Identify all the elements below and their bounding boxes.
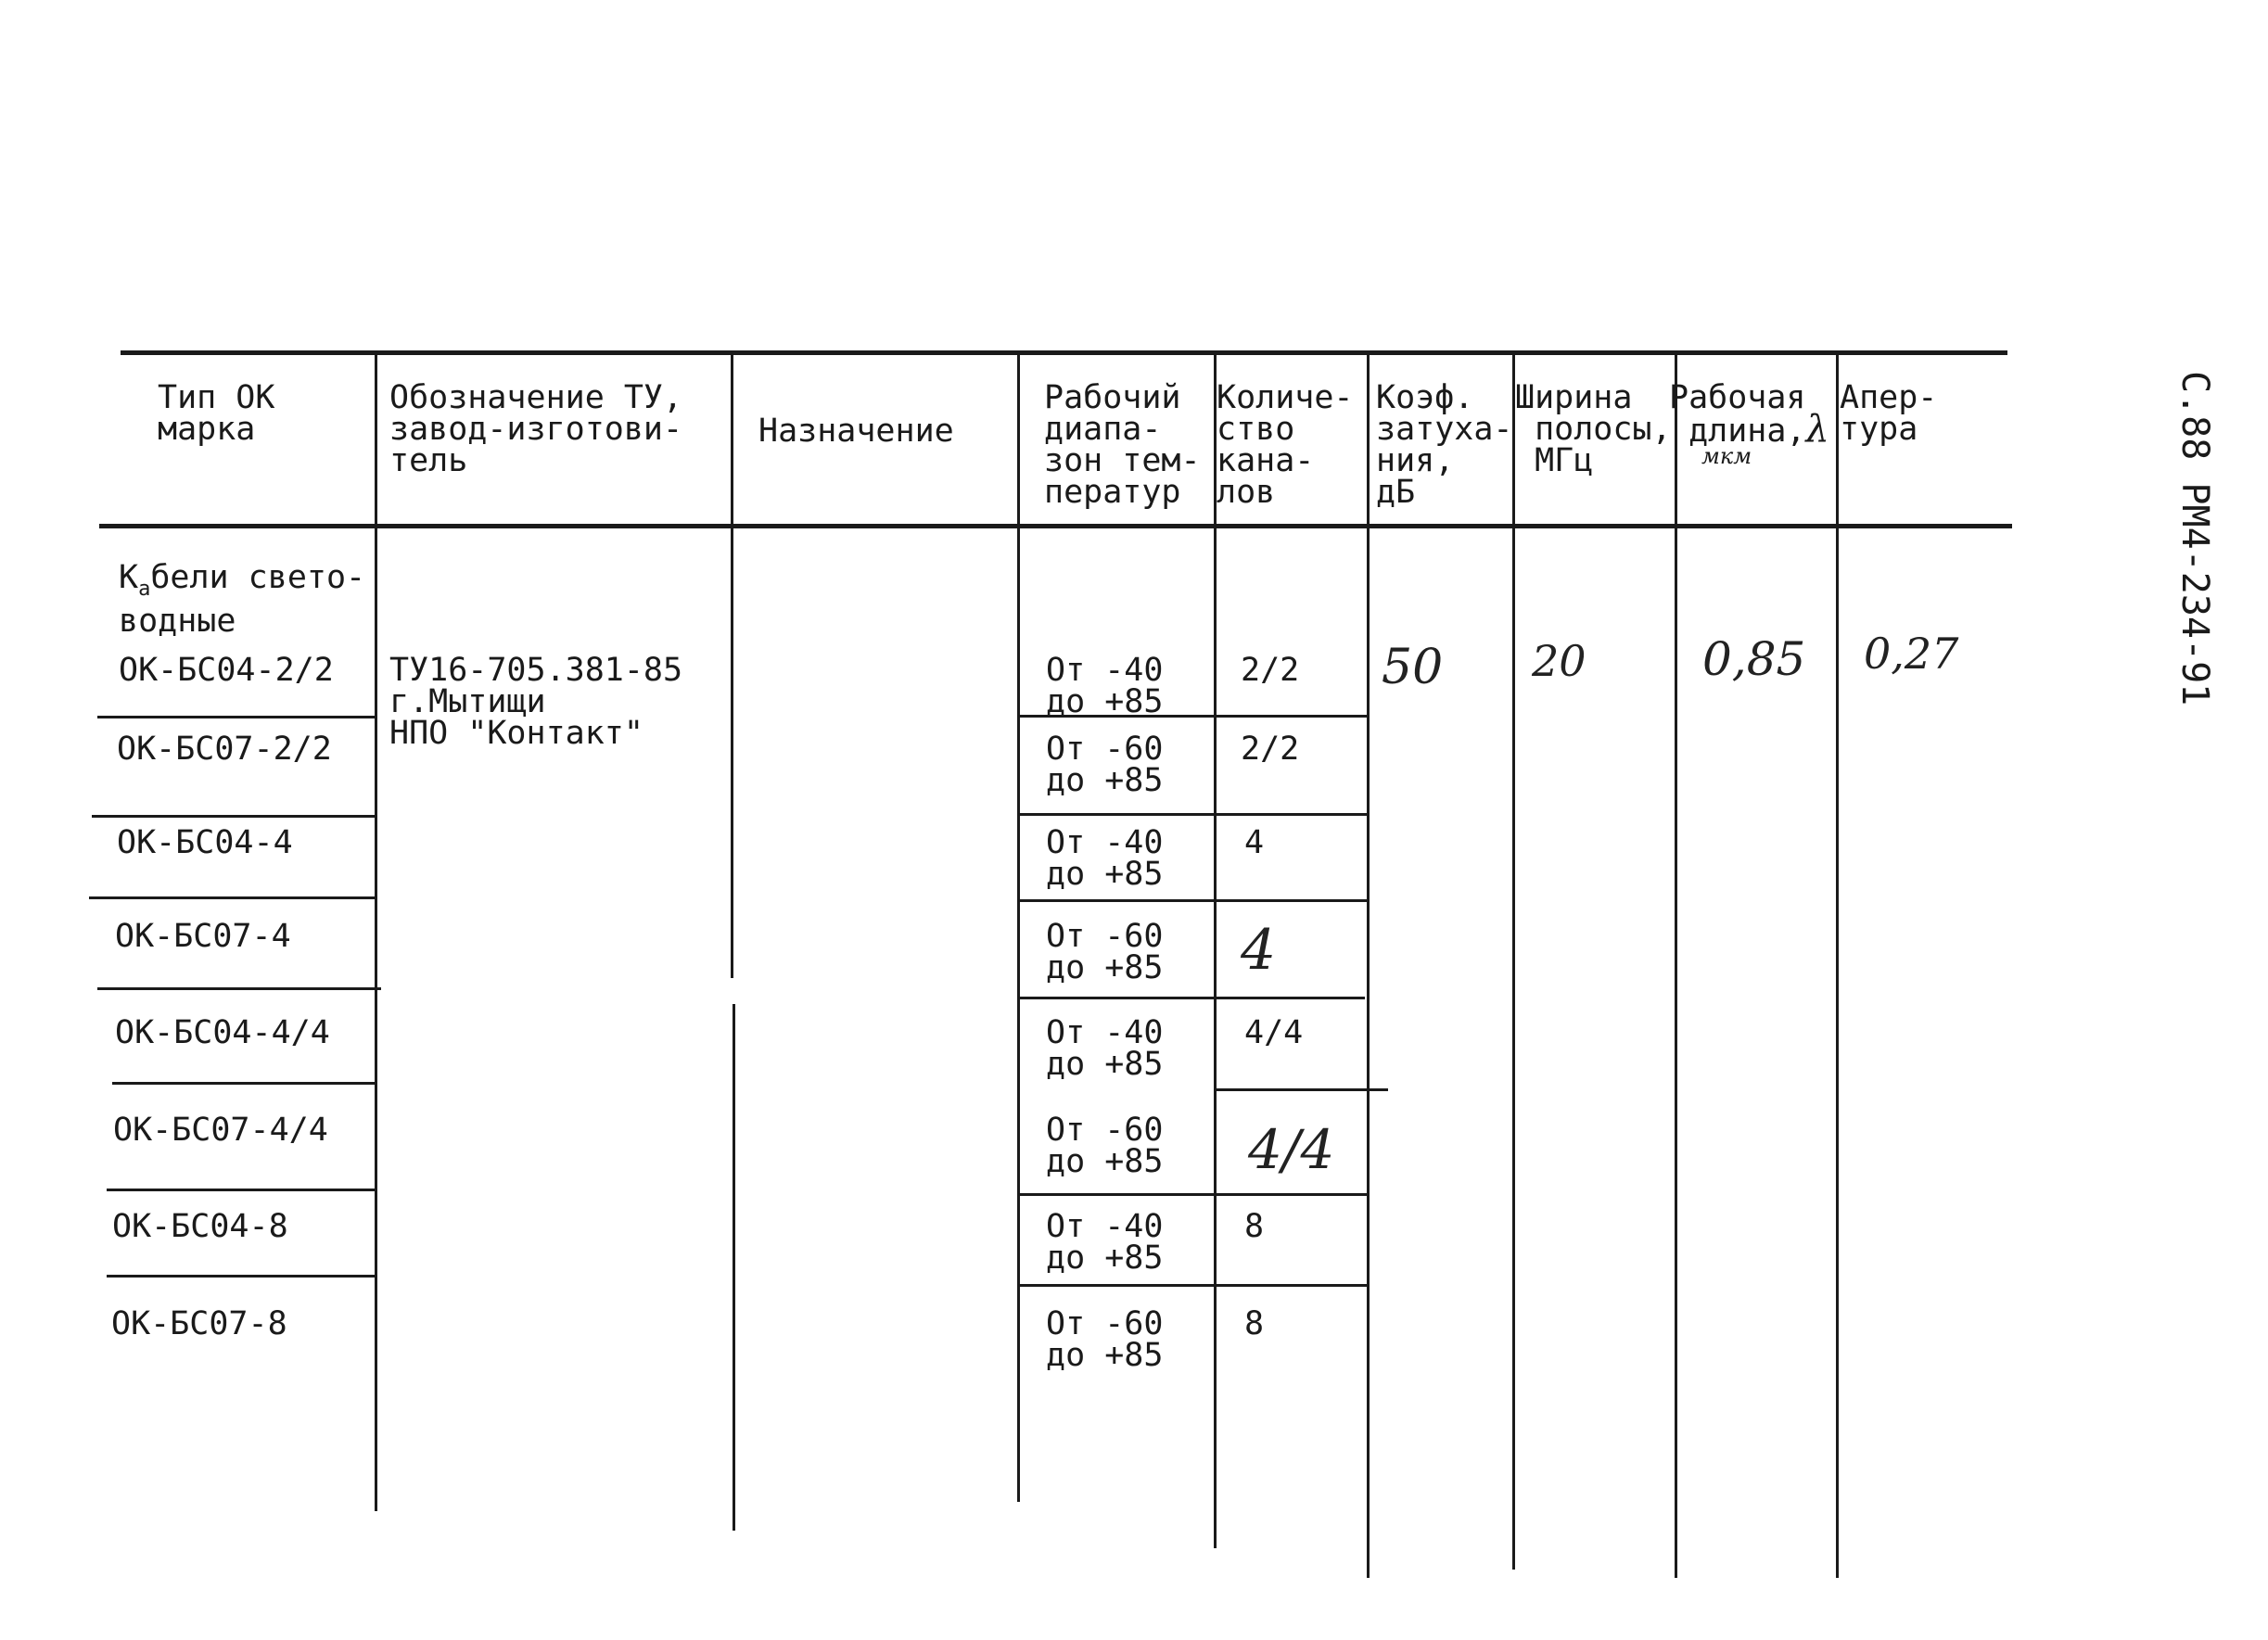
row-mark: ОК-БС07-4 xyxy=(115,918,291,955)
row-rule xyxy=(1217,715,1367,718)
row-mark: ОК-БС07-8 xyxy=(111,1305,287,1342)
header-wavelength-text: Рабочая длина, xyxy=(1669,379,1806,450)
row-channels: 4 xyxy=(1241,918,1277,983)
row-channels: 4/4 xyxy=(1248,1118,1335,1181)
col-divider xyxy=(1675,352,1677,1578)
row-mark: ОК-БС04-8 xyxy=(112,1208,288,1245)
row-rule xyxy=(89,896,376,899)
aperture-value: 0,27 xyxy=(1864,629,1959,679)
col-divider xyxy=(731,352,733,978)
row-rule xyxy=(112,1082,376,1085)
header-bandwidth: Ширина полосы, МГц xyxy=(1515,379,1672,479)
row-rule xyxy=(92,815,376,818)
row-rule xyxy=(1017,997,1365,999)
col-divider xyxy=(1017,352,1020,1502)
row-rule xyxy=(97,716,376,718)
header-bottom-rule xyxy=(99,524,2012,528)
page-reference-text: С.88 РМ4-234-91 xyxy=(2173,371,2216,706)
row-rule xyxy=(107,1189,377,1191)
row-rule xyxy=(97,987,381,990)
row-mark: ОК-БС04-4/4 xyxy=(115,1014,330,1051)
row-mark: ОК-БС07-2/2 xyxy=(117,731,332,768)
row-mark: ОК-БС07-4/4 xyxy=(113,1112,328,1149)
row-mark: ОК-БС04-2/2 xyxy=(119,652,334,689)
row-rule xyxy=(1019,1193,1367,1196)
tu-designation: ТУ16-705.381-85 г.Мытищи НПО "Контакт" xyxy=(389,652,683,752)
header-purpose: Назначение xyxy=(758,413,954,450)
header-tu: Обозначение ТУ, завод-изготови- тель xyxy=(389,379,683,479)
row-channels: 8 xyxy=(1244,1305,1265,1342)
header-attenuation: Коэф. затуха- ния, дБ xyxy=(1376,379,1513,511)
row-rule xyxy=(1217,1088,1388,1091)
row-rule xyxy=(1019,813,1369,816)
bandwidth-value: 20 xyxy=(1532,636,1586,686)
row-mark: ОК-БС04-4 xyxy=(117,824,293,861)
row-channels: 8 xyxy=(1244,1208,1265,1245)
row-temp: От -40 до +85 xyxy=(1046,1014,1164,1083)
header-wavelength-unit: мкм xyxy=(1701,443,1752,469)
header-temp: Рабочий диапа- зон тем- ператур xyxy=(1044,379,1201,511)
lambda-symbol: λ xyxy=(1805,408,1829,451)
table-top-rule xyxy=(121,350,2007,355)
row-channels: 2/2 xyxy=(1241,652,1300,689)
group-label-first: К xyxy=(119,559,139,596)
header-channels: Количе- ство кана- лов xyxy=(1217,379,1354,511)
attenuation-value: 50 xyxy=(1382,640,1444,695)
group-label-rest: бели свето- водные xyxy=(119,559,366,640)
group-label-sub: а xyxy=(138,578,151,601)
col-divider xyxy=(1214,352,1217,1548)
row-rule xyxy=(1019,1284,1367,1287)
col-divider xyxy=(1367,352,1370,1578)
col-divider xyxy=(1512,352,1515,1570)
col-divider xyxy=(375,352,377,1511)
group-label xyxy=(119,559,366,640)
row-temp: От -60 до +85 xyxy=(1046,1112,1164,1180)
row-rule xyxy=(107,1275,377,1278)
row-channels: 2/2 xyxy=(1241,731,1300,768)
row-temp: От -40 до +85 xyxy=(1046,652,1164,720)
header-type: Тип ОК марка xyxy=(158,379,275,448)
col-divider xyxy=(1836,352,1839,1578)
row-channels: 4 xyxy=(1244,824,1265,861)
col-divider xyxy=(733,1004,735,1531)
row-channels: 4/4 xyxy=(1244,1014,1304,1051)
row-temp: От -60 до +85 xyxy=(1046,731,1164,799)
row-temp: От -40 до +85 xyxy=(1046,824,1164,893)
row-temp: От -40 до +85 xyxy=(1046,1208,1164,1277)
row-temp: От -60 до +85 xyxy=(1046,1305,1164,1374)
header-aperture: Апер- тура xyxy=(1840,379,1938,448)
row-rule xyxy=(1019,899,1369,902)
wavelength-value: 0,85 xyxy=(1702,632,1806,686)
row-temp: От -60 до +85 xyxy=(1046,918,1164,986)
header-wavelength xyxy=(1669,379,1829,451)
page-reference xyxy=(2170,371,2216,706)
